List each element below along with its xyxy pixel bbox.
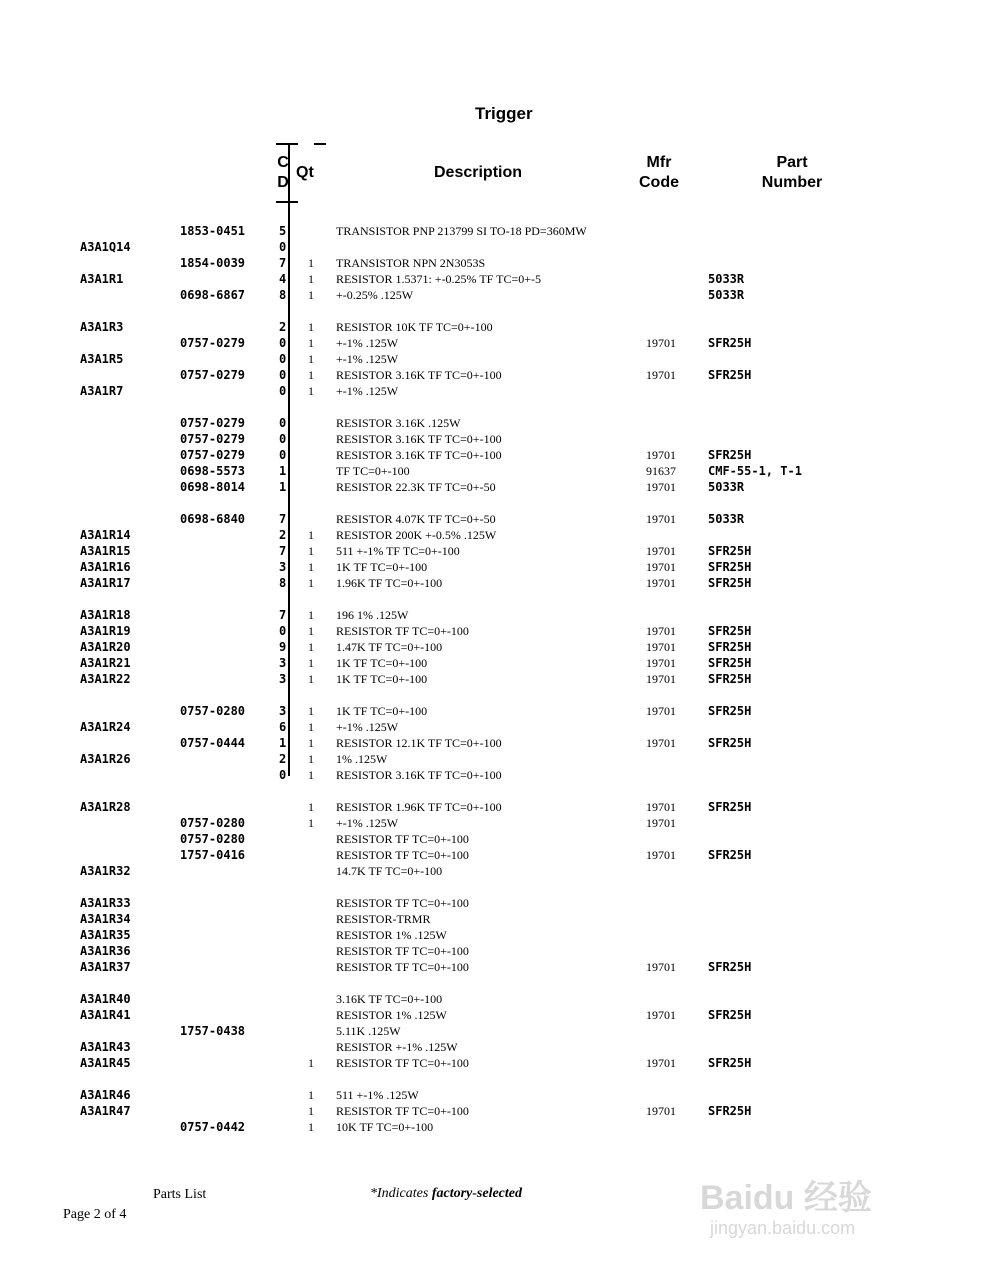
row-check-digit: 3 [279,704,287,718]
footer-note [370,1186,522,1202]
row-check-digit: 0 [279,336,287,350]
row-mfr-part-number: SFR25H [708,656,752,670]
row-mfr-part-number: CMF-55-1, T-1 [708,464,802,478]
row-check-digit: 0 [279,768,287,782]
row-quantity: 1 [308,736,314,750]
row-part-number-hp: 0757-0279 [180,416,246,430]
row-quantity: 1 [308,272,314,286]
baidu-watermark [690,1140,930,1250]
row-mfr-code: 19701 [646,1104,676,1118]
row-reference: A3A1R20 [80,640,131,654]
row-description: RESISTOR 1.96K TF TC=0+-100 [336,800,502,814]
row-description: RESISTOR 22.3K TF TC=0+-50 [336,480,496,494]
row-mfr-part-number: SFR25H [708,448,752,462]
row-description: 511 +-1% TF TC=0+-100 [336,544,460,558]
row-description: RESISTOR 12.1K TF TC=0+-100 [336,736,502,750]
row-part-number-hp: 0757-0280 [180,704,246,718]
row-part-number-hp: 0698-6867 [180,288,246,302]
row-check-digit: 2 [279,528,287,542]
row-check-digit: 1 [279,736,287,750]
row-description: RESISTOR TF TC=0+-100 [336,832,469,846]
row-description: RESISTOR TF TC=0+-100 [336,896,469,910]
row-description: 511 +-1% .125W [336,1088,419,1102]
row-mfr-code: 19701 [646,736,676,750]
row-reference: A3A1R41 [80,1008,131,1022]
row-description: RESISTOR 3.16K TF TC=0+-100 [336,368,502,382]
row-reference: A3A1R17 [80,576,131,590]
row-quantity: 1 [308,768,314,782]
row-description: RESISTOR 3.16K TF TC=0+-100 [336,432,502,446]
row-description: TRANSISTOR NPN 2N3053S [336,256,486,270]
row-reference: A3A1R19 [80,624,131,638]
row-mfr-code: 19701 [646,512,676,526]
row-reference: A3A1R40 [80,992,131,1006]
footer-indicates: *Indicates [370,1186,429,1201]
row-reference: A3A1R14 [80,528,131,542]
row-part-number-hp: 0698-5573 [180,464,246,478]
row-part-number-hp: 0757-0442 [180,1120,246,1134]
row-quantity: 1 [308,256,314,270]
row-mfr-code: 19701 [646,640,676,654]
row-mfr-part-number: SFR25H [708,704,752,718]
row-part-number-hp: 0757-0444 [180,736,246,750]
header-part-number: Part Number [761,154,823,191]
row-reference: A3A1R24 [80,720,131,734]
row-check-digit: 2 [279,752,287,766]
row-check-digit: 0 [279,624,287,638]
row-reference: A3A1R18 [80,608,131,622]
row-mfr-part-number: 5033R [708,512,745,526]
row-mfr-code: 19701 [646,448,676,462]
row-check-digit: 0 [279,352,287,366]
row-check-digit: 1 [279,464,287,478]
row-description: RESISTOR TF TC=0+-100 [336,624,469,638]
row-mfr-part-number: SFR25H [708,640,752,654]
row-part-number-hp: 1757-0416 [180,848,246,862]
row-mfr-part-number: SFR25H [708,1104,752,1118]
row-quantity: 1 [308,656,314,670]
row-description: 14.7K TF TC=0+-100 [336,864,443,878]
row-description: 196 1% .125W [336,608,409,622]
row-mfr-part-number: 5033R [708,480,745,494]
row-part-number-hp: 1757-0438 [180,1024,246,1038]
row-quantity: 1 [308,800,314,814]
row-quantity: 1 [308,752,314,766]
row-mfr-code: 19701 [646,816,676,830]
row-check-digit: 1 [279,480,287,494]
row-reference: A3A1R45 [80,1056,131,1070]
row-quantity: 1 [308,528,314,542]
row-mfr-part-number: SFR25H [708,736,752,750]
cd-column-rule [288,143,290,776]
row-check-digit: 2 [279,320,287,334]
row-mfr-code: 19701 [646,368,676,382]
row-check-digit: 3 [279,560,287,574]
header-cd: C D [277,154,289,191]
row-mfr-code: 19701 [646,544,676,558]
row-check-digit: 8 [279,288,287,302]
row-mfr-part-number: SFR25H [708,1008,752,1022]
row-mfr-part-number: SFR25H [708,544,752,558]
row-check-digit: 3 [279,672,287,686]
row-mfr-code: 19701 [646,1056,676,1070]
row-mfr-part-number: SFR25H [708,368,752,382]
row-check-digit: 3 [279,656,287,670]
row-check-digit: 7 [279,608,287,622]
row-reference: A3A1R34 [80,912,131,926]
row-reference: A3A1Q14 [80,240,131,254]
row-reference: A3A1R37 [80,960,131,974]
row-quantity: 1 [308,368,314,382]
row-mfr-code: 19701 [646,336,676,350]
row-quantity: 1 [308,720,314,734]
footer-factory-selected: factory-selected [431,1186,523,1201]
row-description: +-1% .125W [336,384,399,398]
row-reference: A3A1R21 [80,656,131,670]
row-check-digit: 0 [279,432,287,446]
row-quantity: 1 [308,672,314,686]
row-check-digit: 5 [279,224,287,238]
row-mfr-code: 19701 [646,848,676,862]
row-description: +-1% .125W [336,336,399,350]
row-check-digit: 0 [279,368,287,382]
row-check-digit: 7 [279,256,287,270]
row-part-number-hp: 0757-0279 [180,448,246,462]
header-mfr-code: Mfr Code [639,154,679,191]
row-description: RESISTOR 3.16K .125W [336,416,461,430]
row-check-digit: 0 [279,416,287,430]
row-description: RESISTOR TF TC=0+-100 [336,1056,469,1070]
row-mfr-code: 19701 [646,480,676,494]
row-description: +-1% .125W [336,720,399,734]
row-check-digit: 0 [279,448,287,462]
row-description: RESISTOR TF TC=0+-100 [336,848,469,862]
row-mfr-code: 19701 [646,656,676,670]
row-reference: A3A1R36 [80,944,131,958]
row-description: TRANSISTOR PNP 213799 SI TO-18 PD=360MW [336,224,587,238]
row-mfr-part-number: SFR25H [708,576,752,590]
row-description: RESISTOR +-1% .125W [336,1040,458,1054]
row-description: RESISTOR 3.16K TF TC=0+-100 [336,768,502,782]
row-reference: A3A1R32 [80,864,131,878]
row-part-number-hp: 0698-8014 [180,480,246,494]
row-description: RESISTOR 1% .125W [336,1008,447,1022]
row-mfr-part-number: SFR25H [708,624,752,638]
row-description: +-0.25% .125W [336,288,414,302]
row-description: TF TC=0+-100 [336,464,410,478]
row-description: RESISTOR 3.16K TF TC=0+-100 [336,448,502,462]
row-mfr-part-number: SFR25H [708,1056,752,1070]
row-check-digit: 7 [279,512,287,526]
row-description: RESISTOR TF TC=0+-100 [336,960,469,974]
row-mfr-code: 19701 [646,576,676,590]
row-mfr-code: 19701 [646,1008,676,1022]
row-mfr-part-number: SFR25H [708,800,752,814]
row-reference: A3A1R1 [80,272,124,286]
row-description: 5.11K .125W [336,1024,401,1038]
row-part-number-hp: 0757-0280 [180,832,246,846]
row-part-number-hp: 0757-0279 [180,368,246,382]
row-description: 3.16K TF TC=0+-100 [336,992,443,1006]
footer-parts-list: Parts List [153,1187,207,1202]
row-description: RESISTOR TF TC=0+-100 [336,944,469,958]
row-quantity: 1 [308,608,314,622]
row-part-number-hp: 1854-0039 [180,256,246,270]
row-description: 1K TF TC=0+-100 [336,704,428,718]
row-description: RESISTOR 1% .125W [336,928,447,942]
row-reference: A3A1R26 [80,752,131,766]
row-mfr-part-number: SFR25H [708,672,752,686]
header-dash [314,143,326,145]
row-description: RESISTOR-TRMR [336,912,431,926]
row-mfr-part-number: SFR25H [708,960,752,974]
row-check-digit: 6 [279,720,287,734]
row-description: +-1% .125W [336,816,399,830]
row-mfr-part-number: 5033R [708,272,745,286]
row-part-number-hp: 0757-0279 [180,432,246,446]
row-mfr-code: 19701 [646,560,676,574]
row-reference: A3A1R47 [80,1104,131,1118]
row-description: 10K TF TC=0+-100 [336,1120,434,1134]
watermark-brand: Baidu 经验 [700,1179,872,1217]
row-description: 1% .125W [336,752,388,766]
row-description: +-1% .125W [336,352,399,366]
row-reference: A3A1R16 [80,560,131,574]
row-description: RESISTOR 4.07K TF TC=0+-50 [336,512,496,526]
page-title: Trigger [475,104,533,123]
row-mfr-part-number: 5033R [708,288,745,302]
row-reference: A3A1R43 [80,1040,131,1054]
row-reference: A3A1R33 [80,896,131,910]
row-check-digit: 0 [279,384,287,398]
row-mfr-code: 19701 [646,672,676,686]
header-top-rule [276,143,298,145]
row-mfr-part-number: SFR25H [708,336,752,350]
row-check-digit: 9 [279,640,287,654]
row-check-digit: 4 [279,272,287,286]
row-part-number-hp: 0757-0279 [180,336,246,350]
row-description: 1K TF TC=0+-100 [336,656,428,670]
row-reference: A3A1R35 [80,928,131,942]
row-mfr-code: 19701 [646,960,676,974]
row-quantity: 1 [308,320,314,334]
header-bottom-rule [276,201,298,203]
row-quantity: 1 [308,1120,314,1134]
row-quantity: 1 [308,576,314,590]
row-quantity: 1 [308,640,314,654]
row-mfr-code: 19701 [646,624,676,638]
row-description: RESISTOR 10K TF TC=0+-100 [336,320,493,334]
row-quantity: 1 [308,544,314,558]
row-description: 1K TF TC=0+-100 [336,560,428,574]
row-part-number-hp: 1853-0451 [180,224,246,238]
row-quantity: 1 [308,336,314,350]
row-reference: A3A1R22 [80,672,131,686]
row-check-digit: 0 [279,240,287,254]
row-mfr-part-number: SFR25H [708,560,752,574]
row-mfr-code: 91637 [646,464,676,478]
row-reference: A3A1R28 [80,800,131,814]
row-quantity: 1 [308,1088,314,1102]
row-description: 1.47K TF TC=0+-100 [336,640,443,654]
row-quantity: 1 [308,288,314,302]
header-description: Description [434,164,523,181]
row-reference: A3A1R5 [80,352,124,366]
row-description: RESISTOR TF TC=0+-100 [336,1104,469,1118]
watermark-site: jingyan.baidu.com [710,1218,856,1238]
row-reference: A3A1R46 [80,1088,131,1102]
row-quantity: 1 [308,1104,314,1118]
row-mfr-part-number: SFR25H [708,848,752,862]
row-quantity: 1 [308,384,314,398]
row-description: 1.96K TF TC=0+-100 [336,576,443,590]
row-quantity: 1 [308,704,314,718]
row-check-digit: 7 [279,544,287,558]
row-description: RESISTOR 200K +-0.5% .125W [336,528,497,542]
row-quantity: 1 [308,816,314,830]
row-reference: A3A1R3 [80,320,124,334]
row-reference: A3A1R7 [80,384,124,398]
header-qt: Qt [296,164,314,181]
footer-page-number: Page 2 of 4 [63,1207,127,1222]
row-description: RESISTOR 1.5371: +-0.25% TF TC=0+-5 [336,272,541,286]
row-description: 1K TF TC=0+-100 [336,672,428,686]
row-reference: A3A1R15 [80,544,131,558]
row-quantity: 1 [308,352,314,366]
row-quantity: 1 [308,560,314,574]
row-mfr-code: 19701 [646,800,676,814]
row-part-number-hp: 0698-6840 [180,512,246,526]
row-part-number-hp: 0757-0280 [180,816,246,830]
row-mfr-code: 19701 [646,704,676,718]
row-quantity: 1 [308,624,314,638]
row-check-digit: 8 [279,576,287,590]
row-quantity: 1 [308,1056,314,1070]
